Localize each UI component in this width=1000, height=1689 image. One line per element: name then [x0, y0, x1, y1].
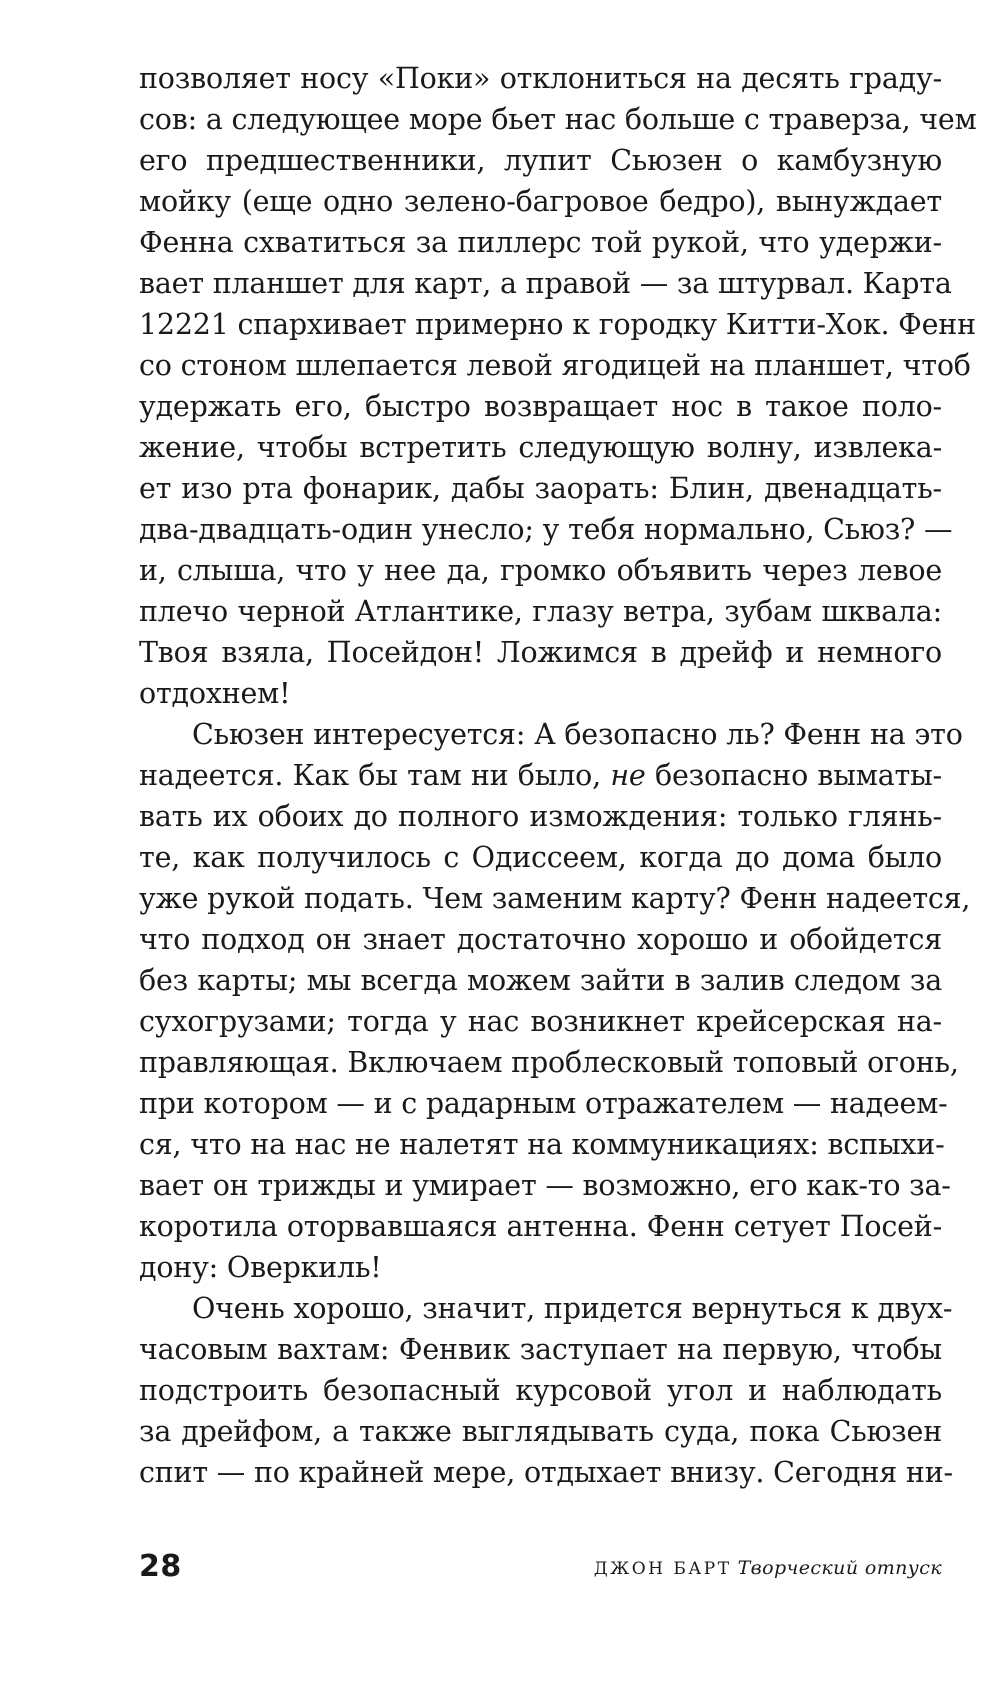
- text-line: дону: Оверкиль!: [139, 1251, 382, 1284]
- text-line: сов: а следующее море бьет нас больше с траверза, чем: [139, 103, 977, 136]
- running-head-author: ДЖОН БАРТ: [593, 1559, 732, 1579]
- text-line: Твоя взяла, Посейдон! Ложимся в дрейф и немного: [139, 636, 942, 669]
- text-line: со стоном шлепается левой ягодицей на планшет, чтоб: [139, 349, 971, 382]
- text-line: Сьюзен интересуется: А безопасно ль? Фенн на это: [192, 718, 963, 751]
- text-line: подстроить безопасный курсовой угол и наблюдать: [139, 1374, 942, 1407]
- text-line: при котором — и с радарным отражателем — надеем-: [139, 1087, 948, 1120]
- page-number: 28: [139, 1549, 182, 1584]
- text-line: мойку (еще одно зелено-багровое бедро), вынуждает: [139, 185, 942, 218]
- text-line: вает он трижды и умирает — возможно, его как-то за-: [139, 1169, 951, 1202]
- text-line: часовым вахтам: Фенвик заступает на первую, чтобы: [139, 1333, 942, 1366]
- running-head-title: Творческий отпуск: [737, 1557, 942, 1579]
- paragraph-2: [139, 714, 971, 1288]
- text-line: за дрейфом, а также выглядывать суда, пока Сьюзен: [139, 1415, 942, 1448]
- text-line: правляющая. Включаем проблесковый топовый огонь,: [139, 1046, 959, 1079]
- line-start: надеется. Как бы там ни было,: [139, 759, 611, 792]
- text-line: позволяет носу «Поки» отклониться на десять граду-: [139, 62, 942, 95]
- text-line: жение, чтобы встретить следующую волну, извлека-: [139, 431, 942, 464]
- text-line: плечо черной Атлантике, глазу ветра, зубам шквала:: [139, 595, 942, 628]
- text-line: Очень хорошо, значит, придется вернуться к двух-: [192, 1292, 953, 1325]
- text-line: его предшественники, лупит Сьюзен о камбузную: [139, 144, 942, 177]
- body-text: [139, 58, 977, 1493]
- text-line: спит — по крайней мере, отдыхает внизу. Сегодня ни-: [139, 1456, 953, 1489]
- text-line: вает планшет для карт, а правой — за штурвал. Карта: [139, 267, 952, 300]
- text-line: отдохнем!: [139, 677, 291, 710]
- line-end: безопасно выматы-: [645, 759, 942, 792]
- text-line: Фенна схватиться за пиллерс той рукой, что удержи-: [139, 226, 942, 259]
- text-line: и, слыша, что у нее да, громко объявить через левое: [139, 554, 942, 587]
- page-footer: [139, 1547, 942, 1587]
- text-line: сухогрузами; тогда у нас возникнет крейсерская на-: [139, 1005, 942, 1038]
- running-head: [594, 1553, 942, 1584]
- text-line: без карты; мы всегда можем зайти в залив следом за: [139, 964, 942, 997]
- text-line: те, как получилось с Одиссеем, когда до дома было: [139, 841, 942, 874]
- text-line: ет изо рта фонарик, дабы заорать: Блин, двенадцать-: [139, 472, 942, 505]
- text-line: удержать его, быстро возвращает нос в такое поло-: [139, 390, 942, 423]
- text-line: вать их обоих до полного измождения: только глянь-: [139, 800, 942, 833]
- text-line: ся, что на нас не налетят на коммуникациях: вспыхи-: [139, 1128, 945, 1161]
- paragraph-1: [139, 58, 977, 714]
- text-line-with-italic: [139, 755, 942, 796]
- paragraph-3: [139, 1288, 953, 1493]
- italic-word: не: [610, 759, 646, 792]
- text-line: два-двадцать-один унесло; у тебя нормально, Сьюз? —: [139, 513, 953, 546]
- text-line: коротила оторвавшаяся антенна. Фенн сетует Посей-: [139, 1210, 942, 1243]
- text-line: уже рукой подать. Чем заменим карту? Фенн надеется,: [139, 882, 971, 915]
- text-line: что подход он знает достаточно хорошо и обойдется: [139, 923, 942, 956]
- text-line: 12221 спархивает примерно к городку Китти-Хок. Фенн: [139, 308, 976, 341]
